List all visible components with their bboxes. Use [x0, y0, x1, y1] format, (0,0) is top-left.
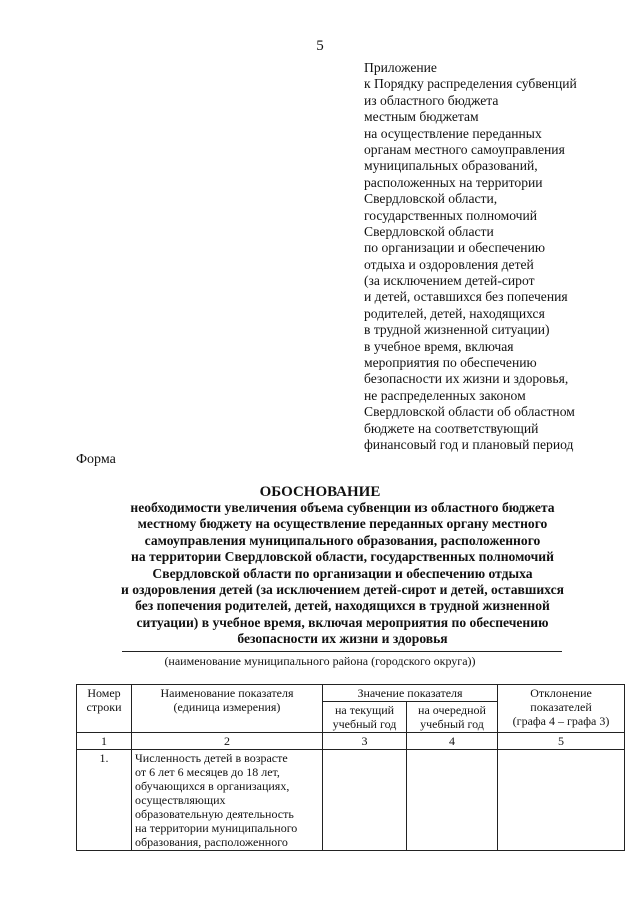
header-text: показателей: [530, 700, 592, 714]
header-text: учебный год: [332, 717, 397, 731]
column-number: 5: [498, 733, 625, 750]
appendix-line: государственных полномочий: [364, 207, 538, 223]
page-number: 5: [316, 38, 324, 54]
municipality-fill-line: [122, 651, 562, 652]
appendix-line: на осуществление переданных: [364, 125, 542, 141]
column-number: 1: [77, 733, 132, 750]
subtitle-line: ситуации) в учебное время, включая мероприятия по обеспечению: [136, 614, 549, 630]
appendix-block: [364, 60, 634, 453]
subtitle-line: и оздоровления детей (за исключением детей-сирот и детей, оставшихся: [121, 581, 564, 597]
header-text: (графа 4 – графа 3): [512, 714, 610, 728]
appendix-line: органам местного самоуправления: [364, 141, 565, 157]
column-number: 2: [132, 733, 323, 750]
header-text: Отклонение: [530, 686, 592, 700]
table-row: [77, 750, 625, 851]
column-number: 3: [323, 733, 407, 750]
appendix-line: к Порядку распределения субвенций: [364, 76, 577, 92]
appendix-line: муниципальных образований,: [364, 158, 538, 174]
appendix-line: местным бюджетам: [364, 109, 479, 125]
header-next-year: [407, 702, 498, 733]
subtitle-line: безопасности их жизни и здоровья: [237, 631, 448, 647]
row-deviation-value: [498, 750, 625, 851]
form-label: Форма: [76, 452, 116, 467]
appendix-line: расположенных на территории: [364, 174, 543, 190]
subtitle-line: без попечения родителей, детей, находящихся в трудной жизненной: [135, 598, 550, 614]
appendix-line: в учебное время, включая: [364, 338, 514, 354]
row-next-year-value: [407, 750, 498, 851]
appendix-line: бюджете на соответствующий: [364, 420, 539, 436]
header-indicator-name: [132, 685, 323, 733]
appendix-line: и детей, оставшихся без попечения: [364, 289, 568, 305]
header-current-year: [323, 702, 407, 733]
appendix-line: Свердловской области,: [364, 191, 498, 207]
header-text: на текущий: [334, 703, 395, 717]
appendix-line: по организации и обеспечению: [364, 240, 546, 256]
appendix-line: Свердловской области об областном: [364, 404, 575, 420]
appendix-line: в трудной жизненной ситуации): [364, 322, 550, 338]
header-text: строки: [86, 700, 122, 714]
row-number: 1.: [77, 750, 132, 851]
appendix-line: Приложение: [364, 60, 437, 75]
appendix-line: из областного бюджета: [364, 92, 499, 108]
column-number-row: [77, 733, 625, 750]
appendix-line: Свердловской области: [364, 223, 494, 239]
appendix-line: безопасности их жизни и здоровья,: [364, 371, 569, 387]
indicator-line: осуществляющих: [135, 793, 226, 807]
appendix-line: родителей, детей, находящихся: [364, 305, 545, 321]
municipality-caption: (наименование муниципального района (городского округа)): [164, 654, 476, 668]
header-indicator-value: Значение показателя: [323, 685, 498, 702]
header-text: Номер: [87, 686, 121, 700]
document-subtitle: [60, 500, 625, 648]
indicators-table: [76, 684, 625, 851]
subtitle-line: необходимости увеличения объема субвенции из областного бюджета: [130, 500, 555, 515]
header-row-number: [77, 685, 132, 733]
subtitle-line: на территории Свердловской области, государственных полномочий: [131, 549, 554, 565]
indicator-line: от 6 лет 6 месяцев до 18 лет,: [135, 765, 280, 779]
indicator-line: Численность детей в возрасте: [135, 751, 288, 765]
appendix-line: отдыха и оздоровления детей: [364, 256, 534, 272]
header-text: на очередной: [418, 703, 486, 717]
subtitle-line: самоуправления муниципального образования, расположенного: [144, 532, 541, 548]
header-deviation: [498, 685, 625, 733]
subtitle-line: Свердловской области по организации и обеспечению отдыха: [152, 565, 533, 581]
row-indicator-name: [132, 750, 323, 851]
header-text: (единица измерения): [173, 700, 281, 714]
header-text: учебный год: [420, 717, 484, 731]
header-text: Наименование показателя: [160, 686, 294, 700]
indicator-line: образования, расположенного: [135, 835, 288, 849]
column-number: 4: [407, 733, 498, 750]
subtitle-line: местному бюджету на осуществление переданных органу местного: [137, 516, 548, 532]
appendix-line: финансовый год и плановый период: [364, 436, 574, 452]
appendix-line: не распределенных законом: [364, 387, 526, 403]
indicator-line: на территории муниципального: [135, 821, 298, 835]
row-current-year-value: [323, 750, 407, 851]
appendix-line: (за исключением детей-сирот: [364, 273, 535, 289]
indicator-line: образовательную деятельность: [135, 807, 294, 821]
appendix-line: мероприятия по обеспечению: [364, 355, 537, 371]
indicator-line: обучающихся в организациях,: [135, 779, 290, 793]
document-title: ОБОСНОВАНИЕ: [259, 484, 381, 500]
